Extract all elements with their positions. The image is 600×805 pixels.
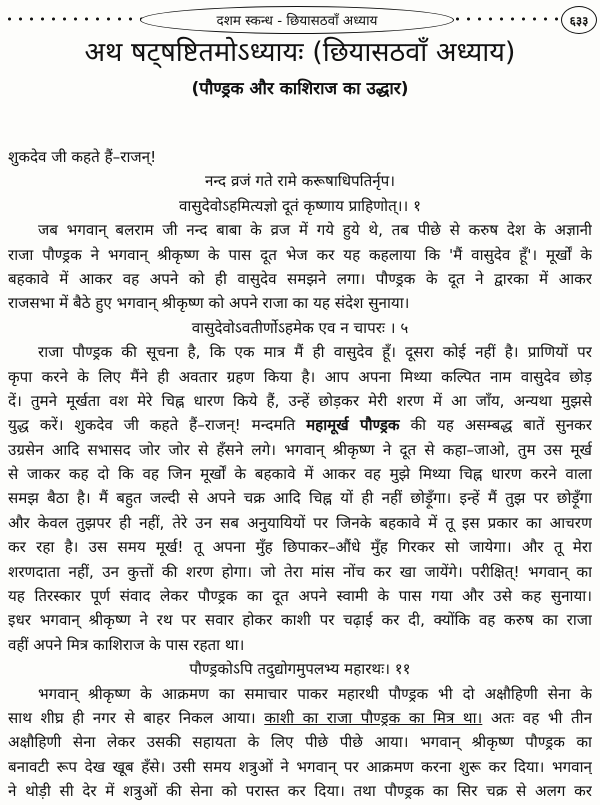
text-line: दें। तुमने मूर्खता वश मेरे चिह्न धारण किये हैं, उन्हें छोड़कर मेरी शरण में आ जाँय, अन्यथा मुझसे — [8, 391, 592, 410]
underlined-text: काशी का राजा पौण्ड्रक का मित्र था। — [264, 708, 483, 727]
text-segment: अतः वह भी तीन — [490, 708, 592, 727]
text-line: अक्षौहिणी सेना लेकर उसकी सहायता के लिए पीछे पीछे आया। भगवान् श्रीकृष्ण पौण्ड्रक का — [8, 733, 592, 752]
text-segment: की यह असम्बद्ध बातें सुनकर — [410, 416, 592, 435]
text-line: कृपा करने के लिए मैंने ही अवतार ग्रहण किया है। आप अपना मिथ्या कल्पित नाम वासुदेव छोड़ — [8, 367, 592, 386]
text-line: शुकदेव जी कहते हैं–राजन्! — [8, 148, 157, 166]
text-line: राजा पौण्ड्रक ने भगवान् श्रीकृष्ण के पास दूत भेज कर यह कहलाया कि 'मैं वासुदेव हूँ'। मूर्खों के — [8, 245, 592, 264]
text-line: वहीं अपने मित्र काशिराज के पास रहता था। — [8, 635, 245, 654]
body-text — [8, 145, 592, 804]
text-line: भगवान् श्रीकृष्ण के आक्रमण का समाचार पाकर महारथी पौण्ड्रक भी दो अक्षौहिणी सेना के — [38, 684, 592, 703]
text-line: ने थोड़ी सी देर में शत्रुओं की सेना को परास्त कर दिया। तथा पौण्ड्रक का सिर चक्र से अलग कर — [8, 782, 592, 801]
verse-line: नन्द व्रजं गते रामे करूषाधिपतिर्नृप। — [204, 172, 396, 191]
text-line: यह तिरस्कार पूर्ण संवाद लेकर पौण्ड्रक का दूत अपने स्वामी के पास गया और उसे कह सुनाया। — [8, 587, 592, 606]
running-title: दशम स्कन्ध - छियासठवाँ अध्याय — [140, 6, 454, 34]
text-segment: युद्ध करें। शुकदेव जी कहते हैं–राजन्! मन्दमति — [8, 416, 296, 435]
text-line: शरणदाता नहीं, उन कुत्तों की शरण होगा। जो तेरा मांस नोंच कर खा जायेंगे। परीक्षित्! भगवान् का — [8, 562, 592, 581]
chapter-subtitle: (पौण्ड्रक और काशिराज का उद्धार) — [191, 79, 409, 99]
text-line: जब भगवान् बलराम जी नन्द बाबा के व्रज में गये हुये थे, तब पीछे से करुष देश के अज्ञानी — [38, 221, 592, 240]
text-line: कर रहा है। उस समय मूर्ख! तू अपना मुँह छिपाकर–औंधे मुँह गिरकर सो जायेगा। और तू मेरा — [8, 538, 592, 557]
text-line: और केवल तुझपर ही नहीं, तेरे उन सब अनुयायियों पर जिनके बहकावे में तू इस प्रकार का आचरण — [8, 513, 592, 532]
chapter-title: अथ षट्षष्टितमोऽध्यायः (छियासठवाँ अध्याय) — [84, 37, 516, 68]
text-line: इधर भगवान् श्रीकृष्ण ने रथ पर सवार होकर काशी पर चढ़ाई कर दी, क्योंकि वह करुष का राजा — [8, 611, 592, 630]
verse-line: वासुदेवोऽवतीर्णोऽहमेक एव न चापरः । ५ — [191, 318, 409, 337]
running-header — [0, 4, 600, 34]
page-number: ६३३ — [561, 6, 597, 34]
text-line: राजसभा में बैठे हुए भगवान् श्रीकृष्ण को अपने राजा का यह संदेश सुनाया। — [8, 294, 410, 313]
text-line — [8, 413, 592, 437]
text-line: उग्रसेन आदि सभासद जोर जोर से हँसने लगे। भगवान् श्रीकृष्ण ने दूत से कहा–जाओ, तुम उस मूर्ख — [8, 440, 592, 459]
text-line: से जाकर कह दो कि वह जिन मूर्खों के बहकावे में आकर वह मुझे मिथ्या चिह्न धारण करने वाला — [8, 465, 592, 484]
dotted-rule-right — [452, 17, 560, 21]
bold-text: महामूर्ख पौण्ड्रक — [306, 416, 400, 435]
text-line: बनावटी रूप देख खूब हँसे। उसी समय शत्रुओं ने भगवान् पर आक्रमण करना शुरू कर दिया। भगवान् — [8, 757, 592, 776]
text-line — [8, 706, 592, 730]
text-line: राजा पौण्ड्रक की सूचना है, कि एक मात्र मैं ही वासुदेव हूँ। दूसरा कोई नहीं है। प्राणियों पर — [38, 343, 592, 362]
text-line: समझ बैठा है। मैं बहुत जल्दी से अपने चक्र आदि चिह्न यों ही नहीं छोड़ूँगा। इन्हें मैं तुझ पर छोड़ूँगा — [8, 489, 592, 508]
verse-line: वासुदेवोऽहमित्यज्ञो दूतं कृष्णाय प्राहिणोत्।। १ — [178, 196, 421, 215]
verse-line: पौण्ड्रकोऽपि तदुद्योगमुपलभ्य महारथः। ११ — [189, 660, 411, 679]
dotted-rule-left — [4, 17, 144, 21]
text-segment: साथ शीघ्र ही नगर से बाहर निकल आया। — [8, 708, 256, 727]
text-line: बहकावे में आकर वह अपने को ही वासुदेव समझने लगा। पौण्ड्रक के दूत ने द्वारका में आकर — [8, 269, 592, 288]
